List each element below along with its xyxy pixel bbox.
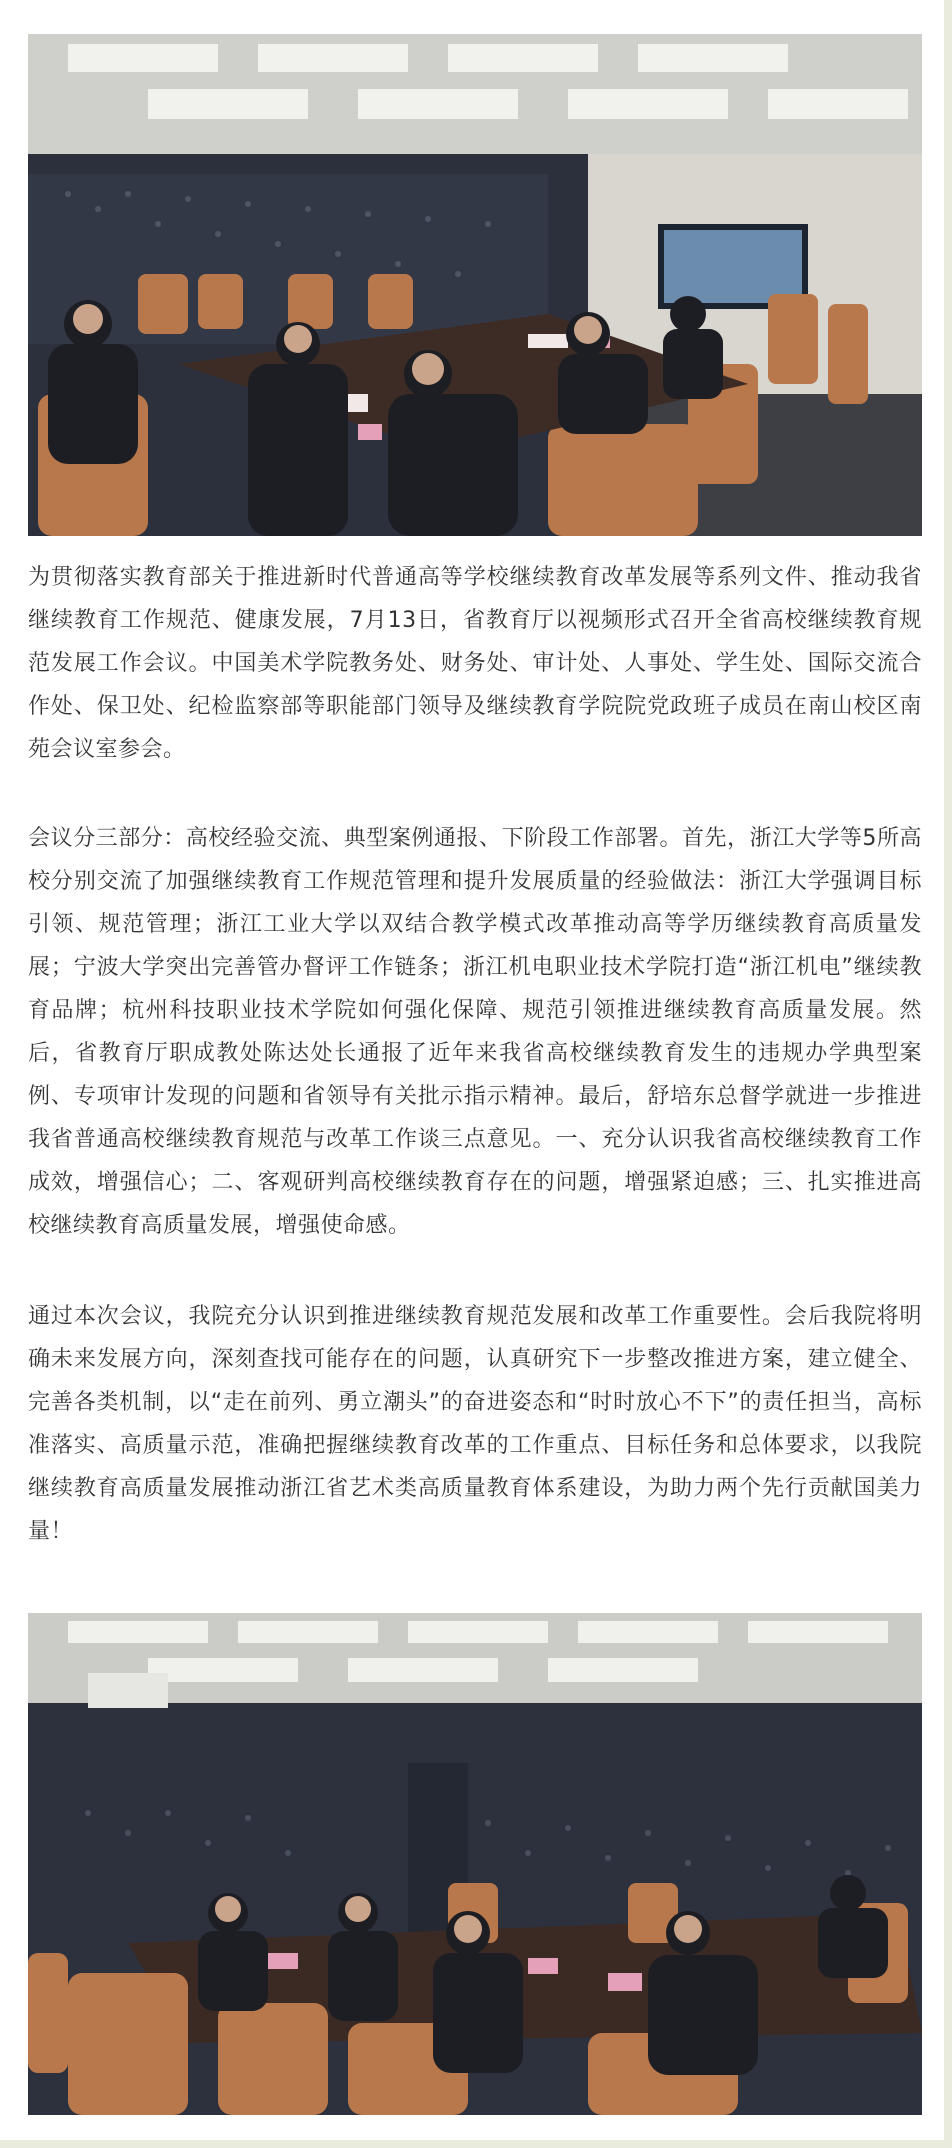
meeting-photo-bottom [28,1613,922,2115]
paragraph-text: 会议分三部分：高校经验交流、典型案例通报、下阶段工作部署。首先，浙江大学等5所高校分别交流了加强继续教育工作规范管理和提升发展质量的经验做法：浙江大学强调目标引领、规范管理；浙江工业大学以双结合教学模式改革推动高等学历继续教育高质量发展；宁波大学突出完善管办督评工作链条；浙江机电职业技术学院打造“浙江机电”继续教育品牌；杭州科技职业技术学院如何强化保障、规范引领推进继续教育高质量发展。然后，省教育厅职成教处陈达处长通报了近年来我省高校继续教育发生的违规办学典型案例、专项审计发现的问题和省领导有关批示指示精神。最后，舒培东总督学就进一步推进我省普通高校继续教育规范与改革工作谈三点意见。一、充分认识我省高校继续教育工作成效，增强信心；二、客观研判高校继续教育存在的问题，增强紧迫感；三、扎实推进高校继续教育高质量发展，增强使命感。 [28,826,922,1238]
meeting-room-illustration-2 [28,1613,922,2115]
meeting-room-illustration [28,34,922,536]
article-paragraph-2 [28,817,922,1247]
article-paragraph-1 [28,556,922,771]
meeting-photo-top [28,34,922,536]
article-paragraph-3 [28,1295,922,1553]
paragraph-text: 通过本次会议，我院充分认识到推进继续教育规范发展和改革工作重要性。会后我院将明确未来发展方向，深刻查找可能存在的问题，认真研究下一步整改推进方案，建立健全、完善各类机制，以“走在前列、勇立潮头”的奋进姿态和“时时放心不下”的责任担当，高标准落实、高质量示范，准确把握继续教育改革的工作重点、目标任务和总体要求，以我院继续教育高质量发展推动浙江省艺术类高质量教育体系建设，为助力两个先行贡献国美力量！ [28,1304,922,1544]
paragraph-text: 为贯彻落实教育部关于推进新时代普通高等学校继续教育改革发展等系列文件、推动我省继续教育工作规范、健康发展，7月13日，省教育厅以视频形式召开全省高校继续教育规范发展工作会议。中国美术学院教务处、财务处、审计处、人事处、学生处、国际交流合作处、保卫处、纪检监察部等职能部门领导及继续教育学院院党政班子成员在南山校区南苑会议室参会。 [28,565,922,762]
